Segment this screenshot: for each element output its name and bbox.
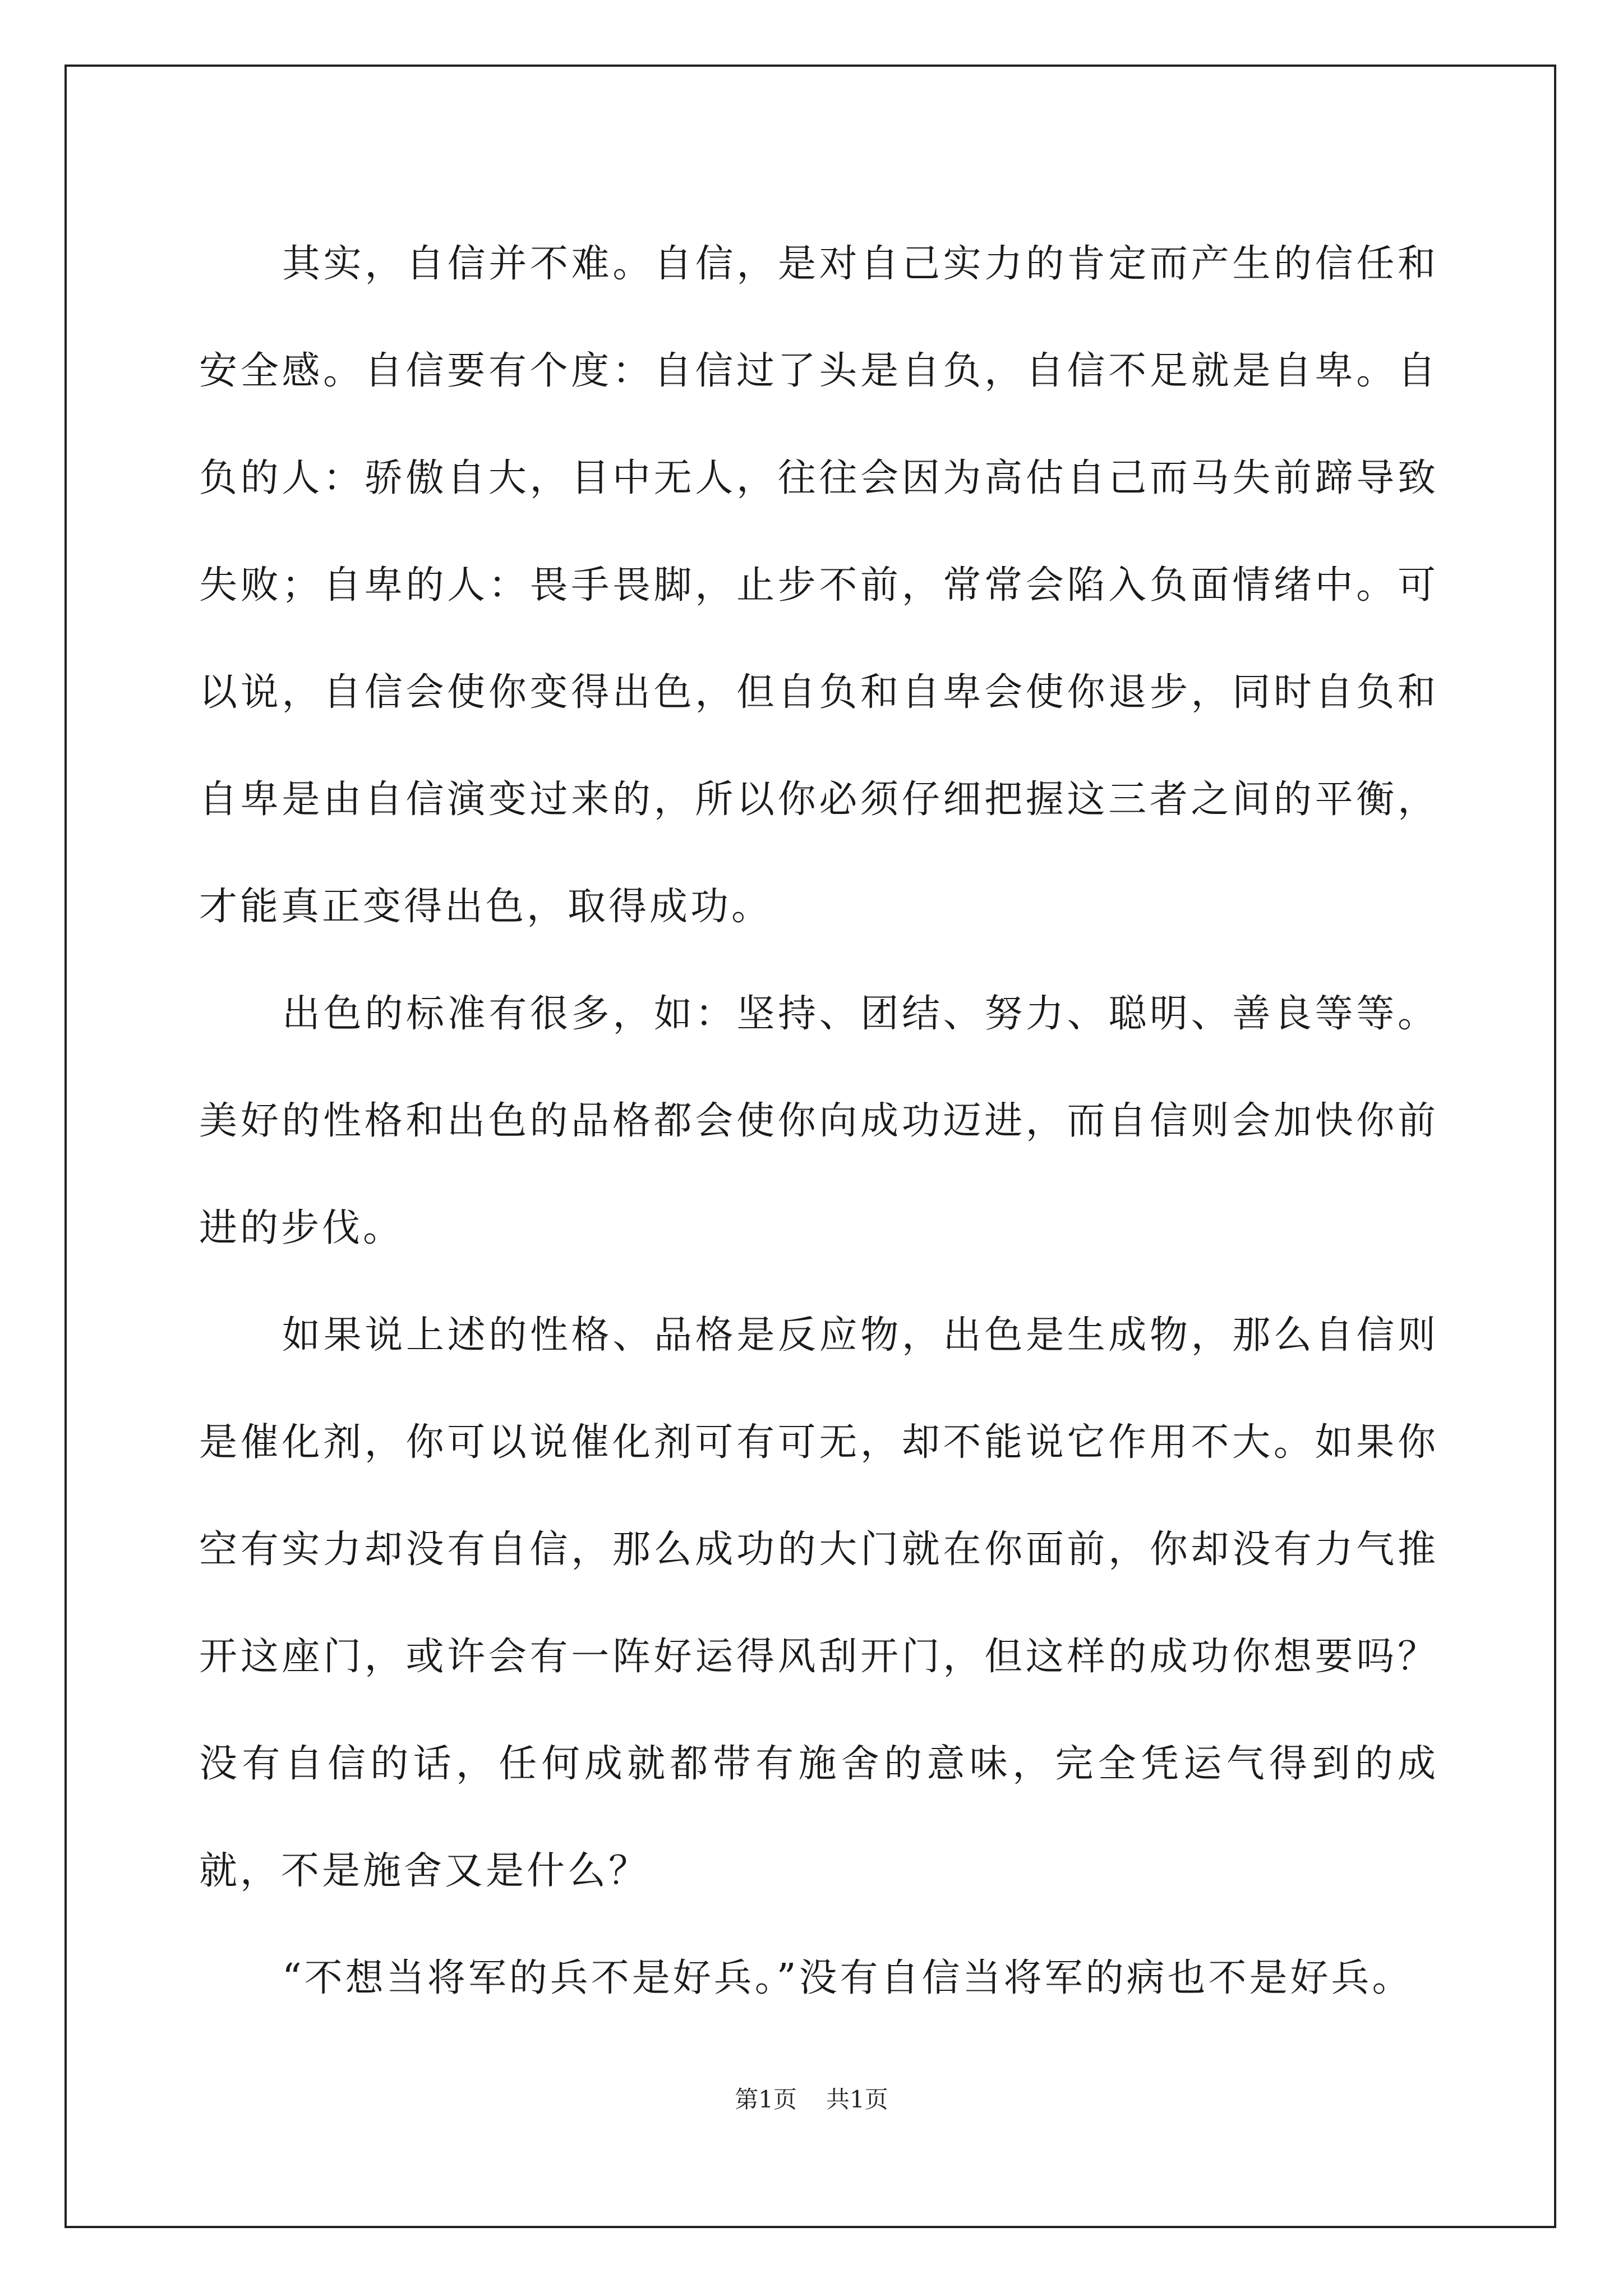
paragraph: 其实，自信并不难。自信，是对自己实力的肯定而产生的信任和安全感。自信要有个度：自信过了头是自负，自信不足就是自卑。自负的人：骄傲自大，目中无人，往往会因为高估自己而马失前蹄导致失败；自卑的人：畏手畏脚，止步不前，常常会陷入负面情绪中。可以说，自信会使你变得出色，但自负和自卑会使你退步，同时自负和自卑是由自信演变过来的，所以你必须仔细把握这三者之间的平衡，才能真正变得出色，取得成功。 — [199, 242, 1438, 929]
paragraph: 出色的标准有很多，如：坚持、团结、努力、聪明、善良等等。美好的性格和出色的品格都会使你向成功迈进，而自信则会加快你前进的步伐。 — [199, 992, 1438, 1250]
document-body — [199, 210, 1438, 2032]
page-footer — [0, 2081, 1623, 2115]
paragraph: “不想当将军的兵不是好兵。”没有自信当将军的病也不是好兵。 — [282, 1956, 1413, 2000]
page-total: 共1页 — [826, 2086, 888, 2113]
paragraph: 如果说上述的性格、品格是反应物，出色是生成物，那么自信则是催化剂，你可以说催化剂可有可无，却不能说它作用不大。如果你空有实力却没有自信，那么成功的大门就在你面前，你却没有力气推开这座门，或许会有一阵好运得风刮开门，但这样的成功你想要吗？没有自信的话，任何成就都带有施舍的意味，完全凭运气得到的成就，不是施舍又是什么？ — [199, 1313, 1438, 1893]
page-number: 第1页 — [735, 2086, 797, 2113]
